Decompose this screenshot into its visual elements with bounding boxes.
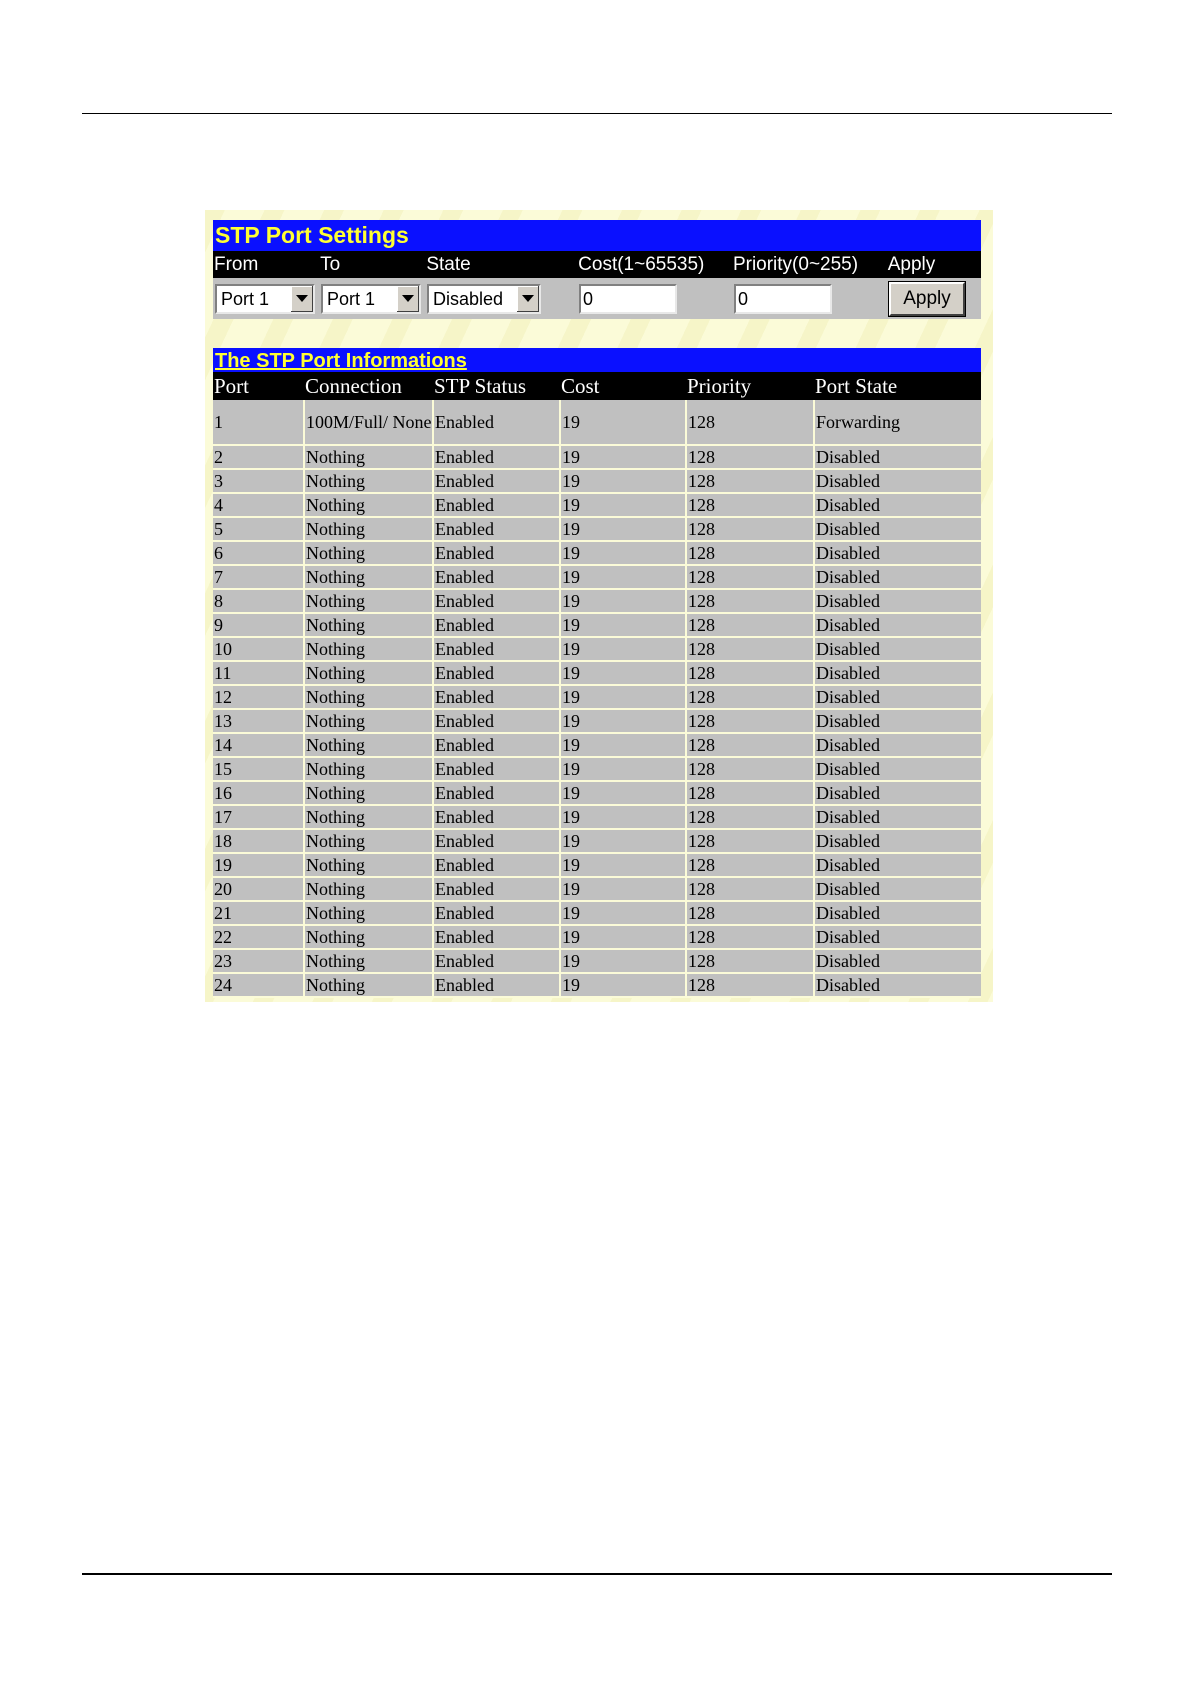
page-header-rule [82, 113, 1112, 114]
cell-cost: 19 [560, 493, 686, 517]
table-row [213, 733, 981, 757]
table-row [213, 565, 981, 589]
cell-stp-status: Enabled [433, 829, 560, 853]
table-row [213, 901, 981, 925]
table-row [213, 613, 981, 637]
dropdown-arrow-icon[interactable] [516, 286, 539, 312]
cell-priority: 128 [686, 925, 814, 949]
header-state: State [426, 254, 471, 275]
cell-port-state: Disabled [814, 589, 981, 613]
cell-connection: Nothing [304, 469, 433, 493]
cell-priority: 128 [686, 733, 814, 757]
table-row [213, 637, 981, 661]
table-row [213, 805, 981, 829]
cell-connection: Nothing [304, 685, 433, 709]
cell-cost: 19 [560, 829, 686, 853]
cell-priority: 128 [686, 517, 814, 541]
col-stp-status: STP Status [433, 372, 560, 400]
stp-port-settings-panel [213, 220, 981, 319]
cell-port: 8 [213, 589, 304, 613]
cell-port-state: Disabled [814, 925, 981, 949]
cell-port: 18 [213, 829, 304, 853]
cell-connection: Nothing [304, 661, 433, 685]
table-row [213, 685, 981, 709]
info-title[interactable]: The STP Port Informations [213, 348, 981, 372]
col-connection: Connection [304, 372, 433, 400]
cell-cost: 19 [560, 589, 686, 613]
cell-priority: 128 [686, 709, 814, 733]
cell-connection: Nothing [304, 973, 433, 997]
cell-connection: Nothing [304, 613, 433, 637]
cell-stp-status: Enabled [433, 637, 560, 661]
cell-stp-status: Enabled [433, 493, 560, 517]
table-row [213, 493, 981, 517]
cell-stp-status: Enabled [433, 805, 560, 829]
cell-cost: 19 [560, 733, 686, 757]
cell-priority: 128 [686, 973, 814, 997]
cell-connection: Nothing [304, 781, 433, 805]
cell-stp-status: Enabled [433, 517, 560, 541]
cell-stp-status: Enabled [433, 973, 560, 997]
cell-port: 21 [213, 901, 304, 925]
table-row [213, 853, 981, 877]
cell-cost: 19 [560, 805, 686, 829]
cell-connection: Nothing [304, 925, 433, 949]
table-row [213, 661, 981, 685]
cell-connection: 100M/Full/ None [304, 400, 433, 445]
table-row [213, 541, 981, 565]
cell-priority: 128 [686, 661, 814, 685]
cell-stp-status: Enabled [433, 541, 560, 565]
cell-port: 11 [213, 661, 304, 685]
cell-port-state: Disabled [814, 781, 981, 805]
table-row [213, 877, 981, 901]
to-port-value: Port 1 [327, 288, 376, 309]
table-row [213, 445, 981, 469]
cell-cost: 19 [560, 400, 686, 445]
cell-connection: Nothing [304, 733, 433, 757]
settings-header-row [213, 251, 981, 278]
cell-port: 24 [213, 973, 304, 997]
cell-cost: 19 [560, 565, 686, 589]
cell-port: 3 [213, 469, 304, 493]
cell-stp-status: Enabled [433, 757, 560, 781]
port-info-table [213, 372, 981, 998]
cell-connection: Nothing [304, 589, 433, 613]
cell-port: 5 [213, 517, 304, 541]
cell-stp-status: Enabled [433, 733, 560, 757]
cell-cost: 19 [560, 517, 686, 541]
cell-port-state: Disabled [814, 541, 981, 565]
cell-priority: 128 [686, 805, 814, 829]
cell-priority: 128 [686, 853, 814, 877]
stp-screenshot [205, 210, 993, 1002]
cell-priority: 128 [686, 613, 814, 637]
cell-port: 15 [213, 757, 304, 781]
cell-priority: 128 [686, 493, 814, 517]
cell-priority: 128 [686, 589, 814, 613]
cell-stp-status: Enabled [433, 565, 560, 589]
cell-port-state: Disabled [814, 685, 981, 709]
cell-priority: 128 [686, 469, 814, 493]
cell-connection: Nothing [304, 517, 433, 541]
cell-cost: 19 [560, 949, 686, 973]
cell-connection: Nothing [304, 901, 433, 925]
cell-port: 13 [213, 709, 304, 733]
cell-priority: 128 [686, 949, 814, 973]
cell-cost: 19 [560, 709, 686, 733]
table-row [213, 517, 981, 541]
cell-stp-status: Enabled [433, 901, 560, 925]
dropdown-arrow-icon[interactable] [396, 286, 419, 312]
col-priority: Priority [686, 372, 814, 400]
cell-cost: 19 [560, 925, 686, 949]
cell-port: 4 [213, 493, 304, 517]
cell-port: 22 [213, 925, 304, 949]
cell-port-state: Disabled [814, 565, 981, 589]
cell-cost: 19 [560, 445, 686, 469]
cell-port: 6 [213, 541, 304, 565]
table-row [213, 589, 981, 613]
cell-stp-status: Enabled [433, 400, 560, 445]
cell-port-state: Disabled [814, 901, 981, 925]
cell-stp-status: Enabled [433, 709, 560, 733]
col-port-state: Port State [814, 372, 981, 400]
cell-cost: 19 [560, 901, 686, 925]
cell-cost: 19 [560, 781, 686, 805]
cell-connection: Nothing [304, 757, 433, 781]
cell-priority: 128 [686, 829, 814, 853]
cell-connection: Nothing [304, 949, 433, 973]
cell-stp-status: Enabled [433, 853, 560, 877]
table-header-row [213, 372, 981, 400]
header-from: From [214, 254, 259, 275]
cell-port: 23 [213, 949, 304, 973]
header-apply: Apply [887, 254, 936, 275]
header-priority: Priority(0~255) [732, 254, 859, 275]
table-row [213, 949, 981, 973]
priority-input[interactable]: 0 [734, 284, 832, 314]
cell-cost: 19 [560, 541, 686, 565]
cell-cost: 19 [560, 877, 686, 901]
cell-stp-status: Enabled [433, 949, 560, 973]
settings-title: STP Port Settings [213, 220, 981, 251]
cell-connection: Nothing [304, 829, 433, 853]
settings-controls-row [213, 278, 981, 319]
dropdown-arrow-icon[interactable] [290, 286, 313, 312]
cell-port-state: Disabled [814, 733, 981, 757]
cell-connection: Nothing [304, 637, 433, 661]
cell-port-state: Disabled [814, 469, 981, 493]
cell-stp-status: Enabled [433, 589, 560, 613]
cell-cost: 19 [560, 757, 686, 781]
cell-connection: Nothing [304, 493, 433, 517]
state-select[interactable] [427, 284, 541, 314]
header-to: To [320, 254, 341, 275]
cell-port: 16 [213, 781, 304, 805]
cell-cost: 19 [560, 973, 686, 997]
cell-connection: Nothing [304, 565, 433, 589]
table-row [213, 973, 981, 997]
state-value: Disabled [433, 288, 504, 309]
cell-connection: Nothing [304, 445, 433, 469]
col-port: Port [213, 372, 304, 400]
cell-priority: 128 [686, 877, 814, 901]
cell-connection: Nothing [304, 709, 433, 733]
page-footer-rule [82, 1573, 1112, 1575]
cell-priority: 128 [686, 445, 814, 469]
cell-port-state: Disabled [814, 637, 981, 661]
cell-port: 10 [213, 637, 304, 661]
cell-priority: 128 [686, 541, 814, 565]
cell-priority: 128 [686, 637, 814, 661]
cell-stp-status: Enabled [433, 877, 560, 901]
cell-port-state: Disabled [814, 517, 981, 541]
cell-connection: Nothing [304, 877, 433, 901]
cell-connection: Nothing [304, 541, 433, 565]
cell-stp-status: Enabled [433, 925, 560, 949]
cell-cost: 19 [560, 661, 686, 685]
header-cost: Cost(1~65535) [578, 254, 705, 275]
cell-port: 7 [213, 565, 304, 589]
apply-button[interactable]: Apply [889, 282, 965, 316]
cell-stp-status: Enabled [433, 781, 560, 805]
to-port-select[interactable] [321, 284, 421, 314]
table-row [213, 829, 981, 853]
cell-port-state: Disabled [814, 829, 981, 853]
cell-cost: 19 [560, 685, 686, 709]
cell-priority: 128 [686, 685, 814, 709]
col-cost: Cost [560, 372, 686, 400]
cell-stp-status: Enabled [433, 685, 560, 709]
cell-port-state: Disabled [814, 661, 981, 685]
cell-priority: 128 [686, 565, 814, 589]
cell-connection: Nothing [304, 805, 433, 829]
cell-port-state: Disabled [814, 949, 981, 973]
cell-port-state: Disabled [814, 445, 981, 469]
cell-port-state: Disabled [814, 493, 981, 517]
cost-input[interactable]: 0 [579, 284, 677, 314]
cell-priority: 128 [686, 757, 814, 781]
cell-priority: 128 [686, 901, 814, 925]
cell-port-state: Disabled [814, 613, 981, 637]
table-row [213, 925, 981, 949]
cell-port: 17 [213, 805, 304, 829]
table-row [213, 781, 981, 805]
cell-port-state: Disabled [814, 757, 981, 781]
cell-priority: 128 [686, 400, 814, 445]
cell-port-state: Disabled [814, 805, 981, 829]
cell-port: 14 [213, 733, 304, 757]
cell-cost: 19 [560, 469, 686, 493]
cell-port: 19 [213, 853, 304, 877]
cell-stp-status: Enabled [433, 469, 560, 493]
cell-port-state: Disabled [814, 853, 981, 877]
table-row [213, 757, 981, 781]
cell-port: 20 [213, 877, 304, 901]
cell-cost: 19 [560, 853, 686, 877]
cell-priority: 128 [686, 781, 814, 805]
table-row [213, 400, 981, 445]
cell-port: 9 [213, 613, 304, 637]
table-row [213, 709, 981, 733]
from-port-select[interactable] [215, 284, 315, 314]
cell-connection: Nothing [304, 853, 433, 877]
cell-cost: 19 [560, 613, 686, 637]
from-port-value: Port 1 [221, 288, 270, 309]
cell-port: 12 [213, 685, 304, 709]
cell-stp-status: Enabled [433, 613, 560, 637]
table-row [213, 469, 981, 493]
cell-stp-status: Enabled [433, 445, 560, 469]
stp-port-info-panel [213, 348, 981, 998]
cell-port: 1 [213, 400, 304, 445]
cell-port-state: Disabled [814, 709, 981, 733]
cell-port-state: Disabled [814, 877, 981, 901]
cell-port-state: Disabled [814, 973, 981, 997]
cell-port: 2 [213, 445, 304, 469]
cell-cost: 19 [560, 637, 686, 661]
cell-port-state: Forwarding [814, 400, 981, 445]
cell-stp-status: Enabled [433, 661, 560, 685]
